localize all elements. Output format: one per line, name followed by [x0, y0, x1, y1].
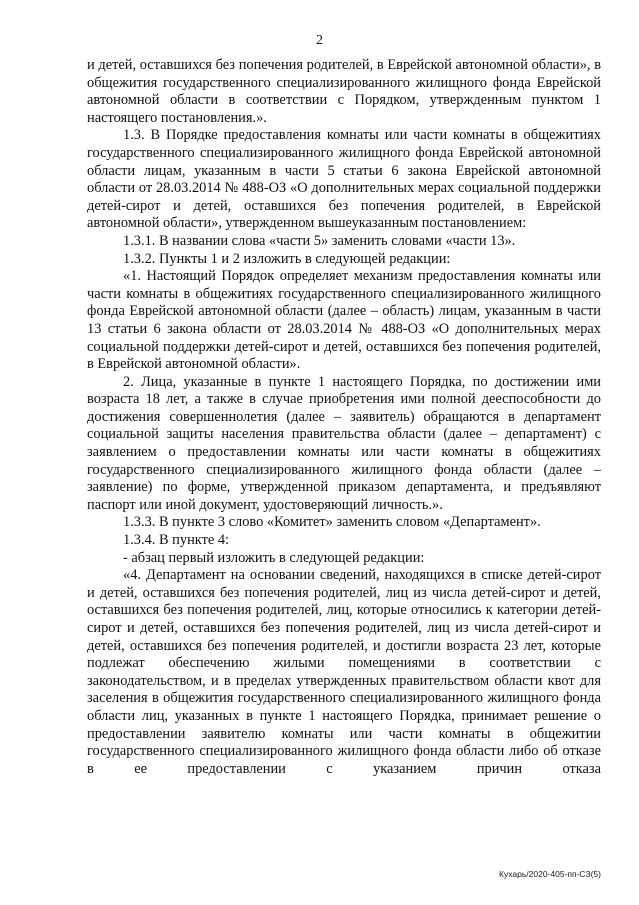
paragraph-1-3: 1.3. В Порядке предоставления комнаты или части комнаты в общежитиях государственного специализированного жилищного фонда Еврейской автономной области лицам, указанным в части 5 статьи 6 закона Еврейской автономной области от 28.03.2014 № 488-ОЗ «О дополнительных мерах социальной поддержки детей-сирот и детей, оставшихся без попечения родителей, в Еврейской автономной области», утвержденном вышеуказанным постановлением:: [87, 127, 601, 232]
paragraph-continuation: и детей, оставшихся без попечения родителей, в Еврейской автономной области», в общежития государственного специализированного жилищного фонда Еврейской автономной области в соответствии с Порядком, утвержденным пунктом 1 настоящего постановления.».: [87, 57, 601, 126]
document-body: [87, 57, 601, 778]
paragraph-clause-1: «1. Настоящий Порядок определяет механизм предоставления комнаты или части комнаты в общежитиях государственного специализированного жилищного фонда Еврейской автономной области (далее – область) лицам, указанным в части 13 статьи 6 закона области от 28.03.2014 № 488-ОЗ «О дополнительных мерах социальной поддержки детей-сирот и детей, оставшихся без попечения родителей, в Еврейской автономной области».: [87, 268, 601, 373]
paragraph-1-3-2: 1.3.2. Пункты 1 и 2 изложить в следующей редакции:: [123, 250, 451, 267]
paragraph-clause-2: 2. Лица, указанные в пункте 1 настоящего Порядка, по достижении ими возраста 18 лет, а также в случае приобретения ими полной дееспособности до достижения совершеннолетия (далее – заявитель) обращаются в департамент социальной защиты населения правительства области (далее – департамент) с заявлением о предоставлении комнаты или части комнаты в общежитиях государственного специализированного жилищного фонда области (далее – заявление) по форме, утвержденной приказом департамента, и предъявляют паспорт или иной документ, удостоверяющий личность.».: [87, 373, 601, 513]
page-number: 2: [316, 33, 323, 48]
paragraph-1-3-4: 1.3.4. В пункте 4:: [123, 532, 230, 549]
paragraph-1-3-1: 1.3.1. В названии слова «части 5» заменить словами «части 13».: [123, 232, 516, 249]
paragraph-1-3-3: 1.3.3. В пункте 3 слово «Комитет» заменить словом «Департамент».: [123, 514, 541, 531]
paragraph-indent-first: - абзац первый изложить в следующей редакции:: [123, 549, 425, 566]
paragraph-clause-4: «4. Департамент на основании сведений, находящихся в списке детей-сирот и детей, оставшихся без попечения родителей, лиц из числа детей-сирот и детей, оставшихся без попечения родителей, лиц, которые относились к категории детей-сирот и детей, оставшихся без попечения родителей, лиц из числа детей-сирот и детей, оставшихся без попечения родителей, и достигли возраста 23 лет, которые подлежат обеспечению жилыми помещениями в соответствии с законодательством, и в пределах утвержденных правительством области квот для заселения в общежития государственного специализированного жилищного фонда области лиц, указанных в пункте 1 настоящего Порядка, принимает решение о предоставлении заявителю комнаты или части комнаты в общежитии государственного специализированного жилищного фонда области либо об отказе в ее предоставлении с указанием причин отказа: [87, 567, 601, 777]
footer-document-code: Кухарь/2020-405-пп-СЗ(5): [499, 869, 601, 879]
